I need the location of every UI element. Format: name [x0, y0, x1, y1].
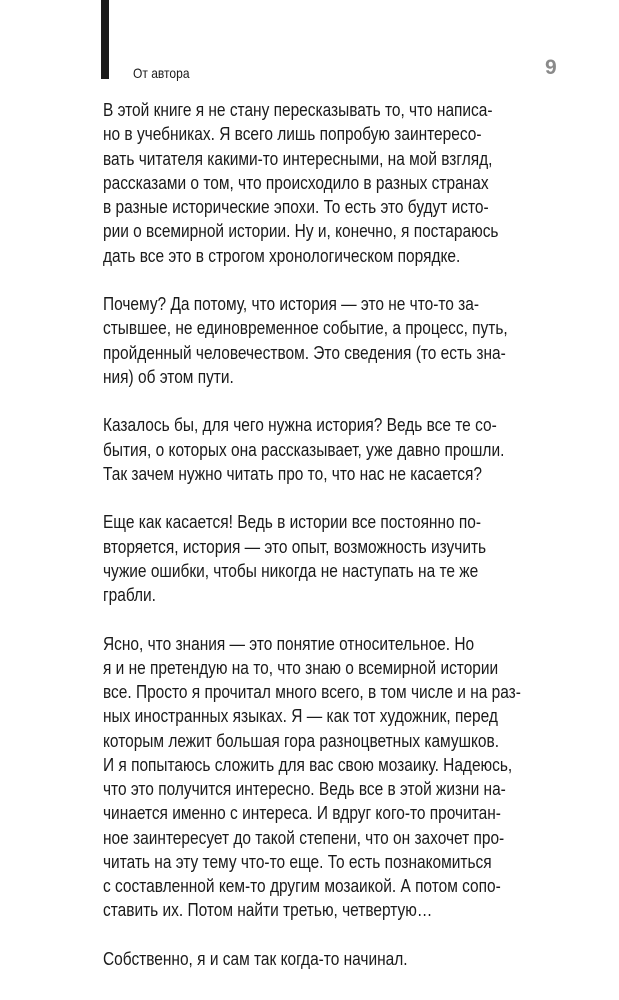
text-line: Почему? Да потому, что история — это не что-то за-	[103, 294, 480, 314]
text-line: рассказами о том, что происходило в разных странах	[103, 172, 489, 193]
text-line: грабли.	[103, 585, 156, 605]
text-line: В этой книге я не стану пересказывать то, что написа-	[103, 100, 493, 120]
text-line: чинается именно с интереса. И вдруг кого-то прочитан-	[103, 803, 501, 824]
page-number: 9	[545, 56, 557, 79]
text-line: Казалось бы, для чего нужна история? Ведь все те со-	[103, 415, 497, 436]
text-line: дать все это в строгом хронологическом порядке.	[103, 245, 461, 266]
text-line: с составленной кем-то другим мозаикой. А потом сопо-	[103, 876, 501, 896]
text-line: которым лежит большая гора разноцветных камушков.	[103, 730, 500, 751]
text-line: все. Просто я прочитал много всего, в том числе и на раз-	[103, 682, 521, 702]
text-line: рии о всемирной истории. Ну и, конечно, я постараюсь	[103, 221, 499, 242]
text-line: но в учебниках. Я всего лишь попробую заинтересо-	[103, 124, 482, 145]
paragraph	[103, 510, 603, 607]
running-head: От автора	[133, 65, 190, 81]
text-line: ставить их. Потом найти третью, четвертую…	[103, 900, 433, 921]
text-line: в разные исторические эпохи. То есть это будут исто-	[103, 197, 489, 217]
text-line: ния) об этом пути.	[103, 366, 234, 387]
text-line: Собственно, я и сам так когда-то начинал.	[103, 948, 408, 969]
text-line: ное заинтересует до такой степени, что он захочет про-	[103, 827, 505, 848]
text-line: И я попытаюсь сложить для вас свою мозаику. Надеюсь,	[103, 754, 513, 775]
text-line: читать на эту тему что-то еще. То есть познакомиться	[103, 851, 492, 872]
body-text	[103, 98, 603, 995]
text-line: Еще как касается! Ведь в истории все постоянно по-	[103, 512, 482, 533]
text-line: пройденный человечеством. Это сведения (то есть зна-	[103, 342, 506, 363]
text-line: я и не претендую на то, что знаю о всемирной истории	[103, 657, 499, 678]
paragraph	[103, 413, 603, 486]
text-line: вторяется, история — это опыт, возможность изучить	[103, 536, 487, 557]
paragraph	[103, 98, 603, 268]
paragraph	[103, 947, 603, 971]
text-line: Ясно, что знания — это понятие относительное. Но	[103, 633, 475, 654]
text-line: бытия, о которых она рассказывает, уже давно прошли.	[103, 439, 505, 460]
paragraph	[103, 632, 603, 923]
text-line: ных иностранных языках. Я — как тот художник, перед	[103, 706, 498, 727]
text-line: Так зачем нужно читать про то, что нас не касается?	[103, 463, 482, 484]
paragraph	[103, 292, 603, 389]
text-line: что это получится интересно. Ведь все в этой жизни на-	[103, 779, 506, 799]
text-line: чужие ошибки, чтобы никогда не наступать на те же	[103, 560, 479, 581]
text-line: стывшее, не единовременное событие, а процесс, путь,	[103, 318, 508, 339]
text-line: вать читателя какими-то интересными, на мой взгляд,	[103, 148, 493, 169]
header-rule	[101, 0, 109, 79]
